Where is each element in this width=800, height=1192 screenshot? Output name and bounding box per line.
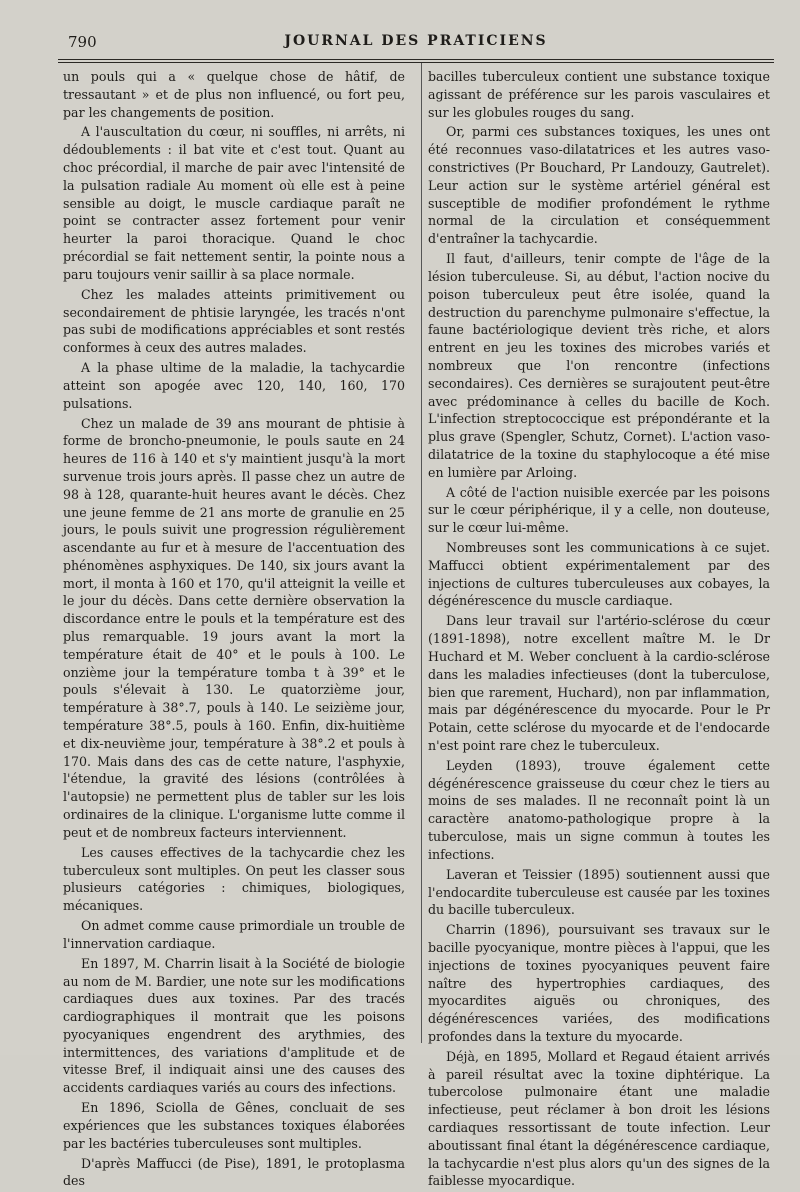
- paragraph: Charrin (1896), poursuivant ses travaux sur le bacille pyocyanique, montre pièces à l'appui, que les injections de toxines pyocyaniques peuvent faire naître des hypertrophies cardiaques, des myocardites aiguës ou chroniques, des dégénérescences variées, des modifications profondes dans la texture du myocarde.: [428, 922, 770, 1044]
- right-column: [428, 68, 770, 1192]
- paragraph: En 1897, M. Charrin lisait à la Société de biologie au nom de M. Bardier, une note sur les modifications cardiaques dues aux toxines. Par des tracés cardiographiques il montrait que les poisons pyocyaniques engendrent des arythmies, des intermittences, des variations d'amplitude et de vitesse Bref, il indiquait ainsi une des causes des accidents cardiaques variés au cours des infections.: [63, 955, 405, 1096]
- paragraph: Chez un malade de 39 ans mourant de phtisie à forme de broncho-pneumonie, le pouls saute en 24 heures de 116 à 140 et s'y maintient jusqu'à la mort survenue trois jours après. Il passe chez un autre de 98 à 128, quarante-huit heures avant le décès. Chez une jeune femme de 21 ans morte de granulie en 25 jours, le pouls suivit une progression régulièrement ascendante au fur et à mesure de l'accentuation des phénomènes asphyxiques. De 140, six jours avant la mort, il monta à 160 et 170, qu'il atteignit la veille et le jour du décès. Dans cette dernière observation la discordance entre le pouls et la température est des plus remarquable. 19 jours avant la mort la température était de 40° et le pouls à 100. Le onzième jour la température tomba t à 39° et le pouls s'élevait à 130. Le quatorzième jour, température à 38°.7, pouls à 140. Le seizième jour, température 38°.5, pouls à 160. Enfin, dix-huitième et dix-neuvième jour, température à 38°.2 et pouls à 170. Mais dans des cas de cette nature, l'asphyxie, l'étendue, la gravité des lésions (contrôlées à l'autopsie) ne permettent plus de tabler sur les lois ordinaires de la clinique. L'organisme lutte comme il peut et de nombreux facteurs interviennent.: [63, 415, 405, 840]
- paragraph: En 1896, Sciolla de Gênes, concluait de ses expériences que les substances toxiques élaborées par les bactéries tuberculeuses sont multiples.: [63, 1100, 405, 1151]
- running-title: JOURNAL DES PRATICIENS: [284, 33, 548, 49]
- paragraph: Chez les malades atteints primitivement ou secondairement de phtisie laryngée, les tracés n'ont pas subi de modifications appréciables et sont restés conformes à ceux des autres malades.: [63, 286, 405, 356]
- column-divider: [421, 63, 422, 1043]
- paragraph: On admet comme cause primordiale un trouble de l'innervation cardiaque.: [63, 918, 405, 951]
- paragraph: Dans leur travail sur l'artério-sclérose du cœur (1891-1898), notre excellent maître M. le Dr Huchard et M. Weber concluent à la cardio-sclérose dans les maladies infectieuses (dont la tuberculose, bien que rarement, Huchard), non par inflammation, mais par dégénérescence du myocarde. Pour le Pr Potain, cette sclérose du myocarde et de l'endocarde n'est point rare chez le tuberculeux.: [428, 613, 770, 753]
- header-rule-top: [58, 59, 774, 60]
- paragraph: Or, parmi ces substances toxiques, les unes ont été reconnues vaso-dilatatrices et les autres vaso-constrictives (Pr Bouchard, Pr Landouzy, Gautrelet). Leur action sur le système artériel général est susceptible de modifier profondément le rythme normal de la circulation et conséquemment d'entraîner la tachycardie.: [428, 124, 770, 247]
- page-header: [58, 33, 774, 55]
- paragraph: A côté de l'action nuisible exercée par les poisons sur le cœur périphérique, il y a celle, non douteuse, sur le cœur lui-même.: [428, 484, 770, 536]
- page-number: 790: [68, 33, 97, 51]
- paragraph: Leyden (1893), trouve également cette dégénérescence graisseuse du cœur chez le tiers au moins de ses malades. Il ne reconnaît point là un caractère anatomo-pathologique propre à la tuberculose, mais un signe commun à toutes les infections.: [428, 757, 770, 862]
- header-rule-bottom: [58, 62, 774, 63]
- paragraph: A l'auscultation du cœur, ni souffles, ni arrêts, ni dédoublements : il bat vite et c'est tout. Quant au choc précordial, il marche de pair avec l'intensité de la pulsation radiale Au moment où elle est à peine sensible au doigt, le muscle cardiaque paraît ne point se contracter assez fortement pour venir heurter la paroi thoracique. Quand le choc précordial se fait nettement sentir, la pointe nous a paru toujours venir saillir à sa place normale.: [63, 124, 405, 282]
- paragraph: Nombreuses sont les communications à ce sujet. Maffucci obtient expérimentalement par des injections de cultures tuberculeuses aux cobayes, la dégénérescence du muscle cardiaque.: [428, 540, 770, 609]
- paragraph: bacilles tuberculeux contient une substance toxique agissant de préférence sur les parois vasculaires et sur les globules rouges du sang.: [428, 69, 770, 120]
- paragraph: D'après Maffucci (de Pise), 1891, le protoplasma des: [63, 1155, 405, 1189]
- paragraph: Il faut, d'ailleurs, tenir compte de l'âge de la lésion tuberculeuse. Si, au début, l'action nocive du poison tuberculeux peut être isolée, quand la destruction du parenchyme pulmonaire s'effectue, la faune bactériologique devient très riche, et alors entrent en jeu les toxines des microbes variés et nombreux que l'on rencontre (infections secondaires). Ces dernières se surajoutent peut-être avec prédominance à celles du bacille de Koch. L'infection streptococcique est prépondérante et la plus grave (Spengler, Schutz, Cornet). L'action vaso-dilatatrice de la toxine du staphylocoque a été mise en lumière par Arloing.: [428, 251, 770, 480]
- paragraph: Laveran et Teissier (1895) soutiennent aussi que l'endocardite tuberculeuse est causée par les toxines du bacille tuberculeux.: [428, 866, 770, 918]
- paragraph: un pouls qui a « quelque chose de hâtif, de tressautant » et de plus non influencé, ou fort peu, par les changements de position.: [63, 69, 405, 120]
- paragraph: A la phase ultime de la maladie, la tachycardie atteint son apogée avec 120, 140, 160, 170 pulsations.: [63, 360, 405, 411]
- paragraph: Déjà, en 1895, Mollard et Regaud étaient arrivés à pareil résultat avec la toxine diphtérique. La tubercolose pulmonaire étant une maladie infectieuse, peut réclamer à bon droit les lésions cardiaques ressortissant de toute infection. Leur aboutissant final étant la dégénérescence cardiaque, la tachycardie n'est plus alors qu'un des signes de la faiblesse myocardique.: [428, 1048, 770, 1189]
- left-column: [63, 68, 405, 1192]
- paragraph: Les causes effectives de la tachycardie chez les tuberculeux sont multiples. On peut les classer sous plusieurs catégories : chimiques, biologiques, mécaniques.: [63, 844, 405, 914]
